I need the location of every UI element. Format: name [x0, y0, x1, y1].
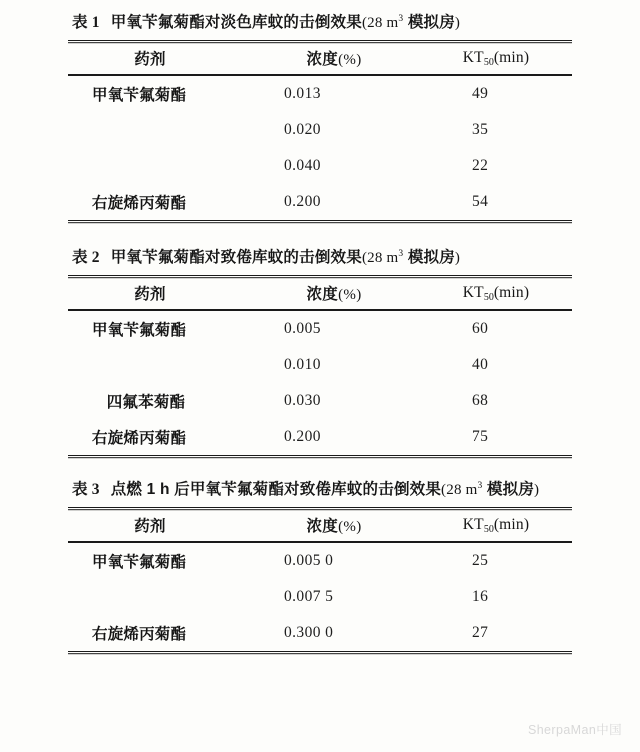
table-block-2	[68, 221, 572, 456]
paren-close-3: )	[534, 481, 540, 498]
header-concentration-3: 浓度(%)	[306, 517, 362, 535]
cell-kt50: 68	[472, 391, 489, 409]
paren-open-3: (	[441, 481, 447, 498]
cell-concentration: 0.013	[284, 84, 321, 102]
cell-drug: 右旋烯丙菊酯	[92, 429, 187, 447]
cell-concentration: 0.020	[284, 120, 321, 138]
cell-concentration: 0.200	[284, 192, 321, 210]
cell-concentration: 0.300 0	[284, 623, 334, 641]
cell-concentration: 0.005	[284, 319, 321, 337]
cell-concentration: 0.010	[284, 355, 321, 373]
cell-kt50: 60	[472, 319, 489, 337]
cell-kt50: 35	[472, 120, 489, 138]
cell-concentration: 0.005 0	[284, 551, 334, 569]
cell-drug: 甲氧苄氟菊酯	[92, 553, 187, 571]
table-row	[68, 383, 572, 419]
table-caption-2	[68, 246, 572, 270]
cell-drug: 右旋烯丙菊酯	[92, 625, 187, 643]
paren-close-2: )	[454, 249, 461, 266]
cell-concentration: 0.200	[284, 427, 321, 445]
cell-drug: 右旋烯丙菊酯	[92, 194, 187, 212]
room-label-1: 模拟房	[403, 14, 455, 31]
cell-kt50: 75	[472, 427, 489, 445]
table-row	[68, 148, 572, 184]
header-drug-1: 药剂	[134, 50, 166, 68]
volume-2: 28 m	[367, 249, 399, 266]
watermark: SherpaMan中国	[527, 723, 622, 737]
header-kt50-1: $KT_{50}(\min)$	[462, 48, 530, 68]
table-row	[68, 347, 572, 383]
header-drug-3: 药剂	[134, 517, 166, 535]
table-title-1: 甲氧苄氟菊酯对淡色库蚊的击倒效果	[110, 14, 362, 31]
paren-open-2: (	[361, 249, 368, 266]
cell-kt50: 16	[472, 587, 489, 605]
table-row	[68, 615, 572, 651]
table-row	[68, 184, 572, 220]
table-title-3: 点燃 1 h 后甲氧苄氟菊酯对致倦库蚊的击倒效果	[110, 480, 442, 498]
table-header-row-3	[68, 508, 572, 541]
table-number-2: 表 2	[72, 248, 100, 266]
table-title-2: 甲氧苄氟菊酯对致倦库蚊的击倒效果	[110, 248, 362, 266]
header-drug-2: 药剂	[134, 285, 166, 303]
volume-1: 28 m	[367, 15, 399, 31]
table-number-3: 表 3	[72, 480, 100, 498]
table-block-1	[68, 0, 572, 221]
table-row	[68, 579, 572, 615]
volume-3: 28 m	[446, 481, 478, 498]
table-header-row-1	[68, 41, 572, 74]
table-row	[68, 112, 572, 148]
cell-drug: 四氟苯菊酯	[106, 393, 186, 411]
table-row	[68, 419, 572, 455]
table-row	[68, 311, 572, 347]
table-caption-1	[68, 11, 572, 35]
table-row	[68, 543, 572, 579]
header-kt50-2: $KT_{50}(\min)$	[462, 283, 530, 303]
header-concentration-2: 浓度(%)	[306, 285, 362, 303]
room-label-2: 模拟房	[403, 248, 455, 266]
cell-concentration: 0.030	[284, 391, 321, 409]
cell-drug: 甲氧苄氟菊酯	[92, 86, 187, 104]
cell-kt50: 25	[472, 551, 489, 569]
room-label-3: 模拟房	[482, 480, 535, 498]
superscript-1: 3	[398, 13, 404, 24]
cell-kt50: 22	[472, 156, 489, 174]
cell-drug: 甲氧苄氟菊酯	[92, 321, 187, 339]
cell-concentration: 0.040	[284, 156, 321, 174]
superscript-2: 3	[398, 248, 404, 259]
table-caption-3	[68, 478, 572, 502]
table-block-3	[68, 456, 572, 652]
paren-close-1: )	[454, 15, 461, 31]
table-header-row-2	[68, 276, 572, 309]
superscript-3: 3	[477, 480, 483, 491]
table-row	[68, 76, 572, 112]
header-kt50-3: $KT_{50}(\min)$	[462, 515, 530, 535]
table-number-1: 表 1	[72, 14, 100, 31]
cell-concentration: 0.007 5	[284, 587, 334, 605]
cell-kt50: 27	[472, 623, 489, 641]
cell-kt50: 49	[472, 84, 489, 102]
cell-kt50: 40	[472, 355, 489, 373]
paren-open-1: (	[361, 15, 368, 31]
table-rule-bottom-3	[68, 651, 572, 652]
cell-kt50: 54	[472, 192, 489, 210]
header-concentration-1: 浓度(%)	[306, 50, 362, 68]
